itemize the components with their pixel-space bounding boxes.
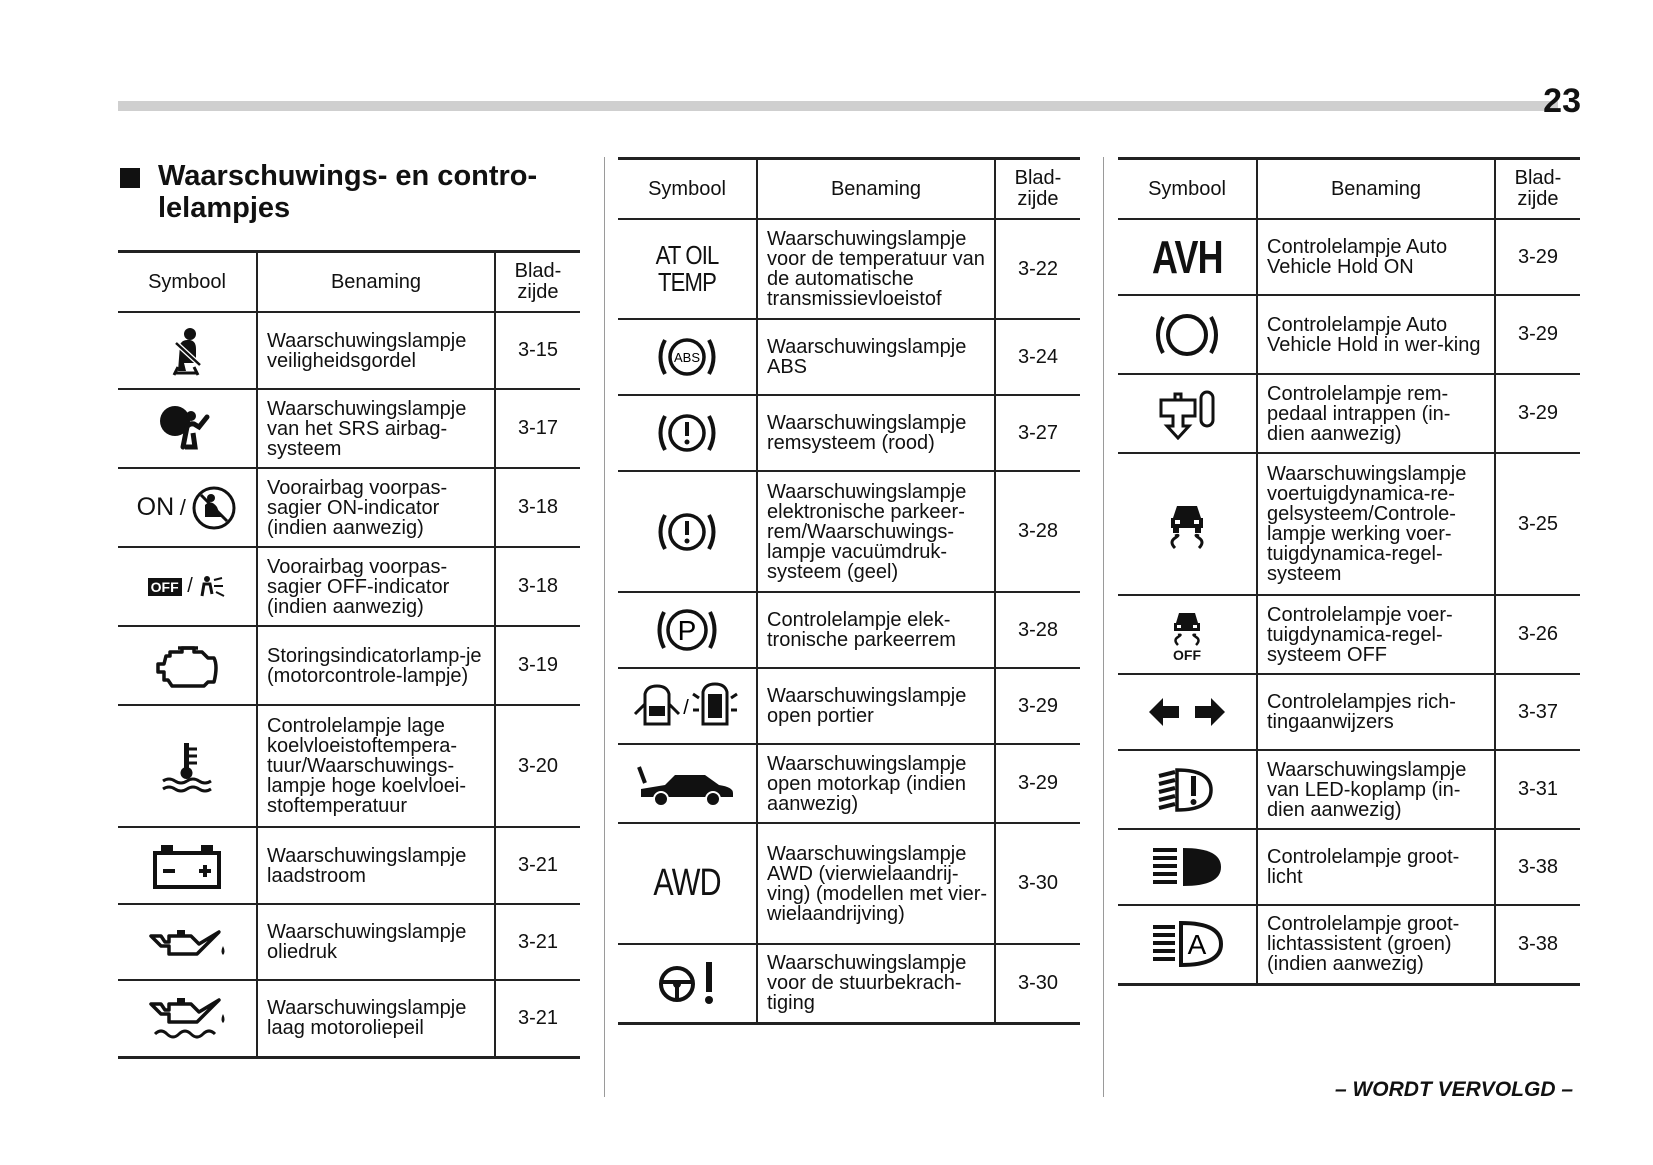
vehicle-dynamics-icon [1163,498,1211,550]
row-name: Controlelampje lage koelvloeistoftempera-tuur/Waarschuwings-lampje hoge koelvloei-stoftemperatuur [257,705,495,827]
warning-lights-table-2 [618,157,1080,1025]
table-row [1118,219,1580,295]
row-page: 3-38 [1495,829,1580,905]
row-name: Controlelampje groot-licht [1257,829,1495,905]
awd-icon: AWD [618,823,757,944]
row-name: Waarschuwingslampje remsysteem (rood) [757,395,995,471]
row-name: Controlelampje voer-tuigdynamica-regel-systeem OFF [1257,595,1495,674]
table-header-row [1118,159,1580,220]
coolant-temperature-icon [159,739,215,793]
header-page: Blad-zijde [1495,159,1580,220]
abs-icon [652,332,722,382]
row-page: 3-21 [495,827,580,904]
row-page: 3-24 [995,319,1080,395]
row-page: 3-18 [495,468,580,547]
row-name: Waarschuwingslampje voertuigdynamica-re-gelsysteem/Controle-lampje werking voer-tuigdynamica-regel-systeem [1257,453,1495,595]
steering-warning-icon [647,958,727,1008]
header-symbol: Symbool [118,252,257,313]
row-page: 3-22 [995,219,1080,319]
turn-signal-icon [1145,694,1229,730]
table-header-row [618,159,1080,220]
column-divider [1103,157,1104,1097]
header-page: Blad-zijde [495,252,580,313]
continued-footer: – WORDT VERVOLGD – [1334,1078,1573,1101]
row-page: 3-28 [995,471,1080,592]
row-page: 3-21 [495,904,580,980]
avh-icon: AVH [1118,219,1257,295]
at-oil-temp-icon: AT OIL TEMP [618,219,757,319]
header-symbol: Symbool [1118,159,1257,220]
row-name: Waarschuwingslampje oliedruk [257,904,495,980]
row-name: Controlelampje rem-pedaal intrappen (in-dien aanwezig) [1257,374,1495,453]
header-symbol: Symbool [618,159,757,220]
section-title: Waarschuwings- en contro-lelampjes [158,160,538,224]
row-page: 3-29 [1495,295,1580,374]
row-name: Controlelampje groot-lichtassistent (groen) (indien aanwezig) [1257,905,1495,984]
warning-lights-table-3 [1118,157,1580,986]
page-number: 23 [1543,82,1581,120]
header-name: Benaming [757,159,995,220]
row-page: 3-17 [495,389,580,468]
row-name: Waarschuwingslampje veiligheidsgordel [257,312,495,389]
warning-lights-table-1 [118,250,580,1059]
row-name: Waarschuwingslampje van LED-koplamp (in-dien aanwezig) [1257,750,1495,829]
row-page: 3-15 [495,312,580,389]
assist-label: A [1187,929,1207,961]
table-row [118,827,580,904]
door-open-icon [629,680,745,732]
airbag-on-icon: ON / [118,468,257,547]
table-row [118,705,580,827]
row-name: Controlelampjes rich-tingaanwijzers [1257,674,1495,750]
row-name: Waarschuwingslampje van het SRS airbag-systeem [257,389,495,468]
row-name: Waarschuwingslampje AWD (vierwielaandrij-ving) (modellen met vier-wielaandrijving) [757,823,995,944]
row-page: 3-37 [1495,674,1580,750]
table-row [618,823,1080,944]
top-rule [118,101,1558,111]
heading-square-bullet [120,168,140,188]
brake-pedal-icon [1155,388,1219,440]
row-name: Waarschuwingslampje elektronische parkeer-rem/Waarschuwings-lampje vacuümdruk-systeem (geel) [757,471,995,592]
row-page: 3-21 [495,980,580,1057]
table-row [618,592,1080,668]
battery-icon [151,841,223,891]
table-row [118,626,580,705]
table-row [118,904,580,980]
parking-label: P [677,615,697,646]
header-page: Blad-zijde [995,159,1080,220]
row-page: 3-29 [1495,374,1580,453]
table-row [1118,829,1580,905]
table-row [1118,453,1580,595]
table-row [618,744,1080,823]
row-name: Controlelampje Auto Vehicle Hold in wer-king [1257,295,1495,374]
skid-car-icon [1170,607,1204,647]
row-page: 3-31 [1495,750,1580,829]
vehicle-hold-operating-icon [1151,309,1223,361]
row-name: Waarschuwingslampje laag motoroliepeil [257,980,495,1057]
row-page: 3-20 [495,705,580,827]
table-row [118,468,580,547]
table-row [1118,750,1580,829]
row-page: 3-29 [995,744,1080,823]
row-page: 3-30 [995,823,1080,944]
table-header-row [118,252,580,313]
high-beam-assist-icon [1149,919,1225,969]
row-name: Waarschuwingslampje voor de temperatuur van de automatische transmissievloeistof [757,219,995,319]
table-row [118,547,580,626]
row-page: 3-38 [1495,905,1580,984]
row-name: Waarschuwingslampje voor de stuurbekrach-tiging [757,944,995,1023]
svg-text:/: / [683,697,689,719]
row-page: 3-19 [495,626,580,705]
table-row [618,668,1080,744]
airbag-off-icon: OFF / [118,547,257,626]
row-name: Storingsindicatorlamp-je (motorcontrole-lampje) [257,626,495,705]
abs-label: ABS [673,350,701,365]
check-engine-icon [152,642,222,690]
row-page: 3-18 [495,547,580,626]
row-page: 3-30 [995,944,1080,1023]
led-headlight-warning-icon [1155,764,1219,816]
hood-open-icon [635,761,739,807]
row-page: 3-28 [995,592,1080,668]
table-row [618,944,1080,1023]
row-name: Controlelampje Auto Vehicle Hold ON [1257,219,1495,295]
header-name: Benaming [257,252,495,313]
row-name: Waarschuwingslampje ABS [757,319,995,395]
row-page: 3-27 [995,395,1080,471]
row-name: Voorairbag voorpas-sagier OFF-indicator (indien aanwezig) [257,547,495,626]
row-name: Voorairbag voorpas-sagier ON-indicator (indien aanwezig) [257,468,495,547]
table-row [618,219,1080,319]
row-name: Controlelampje elek-tronische parkeerrem [757,592,995,668]
parking-brake-icon [652,603,722,657]
table-row [118,980,580,1057]
table-row [1118,374,1580,453]
seatbelt-icon [164,325,210,377]
passenger-airbag-icon [198,574,226,600]
header-name: Benaming [1257,159,1495,220]
row-page: 3-29 [995,668,1080,744]
table-row [1118,295,1580,374]
row-page: 3-26 [1495,595,1580,674]
vehicle-dynamics-off-icon: OFF [1118,595,1257,674]
oil-level-icon [147,994,227,1042]
table-row [618,471,1080,592]
oil-pressure-icon [147,922,227,962]
row-page: 3-29 [1495,219,1580,295]
row-name: Waarschuwingslampje open motorkap (indien aanwezig) [757,744,995,823]
table-row [1118,674,1580,750]
table-row [1118,905,1580,984]
table-row [118,389,580,468]
high-beam-icon [1149,844,1225,890]
table-row [118,312,580,389]
row-page: 3-25 [1495,453,1580,595]
table-row [1118,595,1580,674]
airbag-disabled-icon [191,485,237,531]
electronic-parking-brake-warning-icon [652,507,722,557]
brake-system-icon [652,408,722,458]
table-row [618,395,1080,471]
row-name: Waarschuwingslampje laadstroom [257,827,495,904]
row-name: Waarschuwingslampje open portier [757,668,995,744]
column-divider [604,157,605,1097]
table-row [618,319,1080,395]
srs-airbag-icon [157,403,217,455]
